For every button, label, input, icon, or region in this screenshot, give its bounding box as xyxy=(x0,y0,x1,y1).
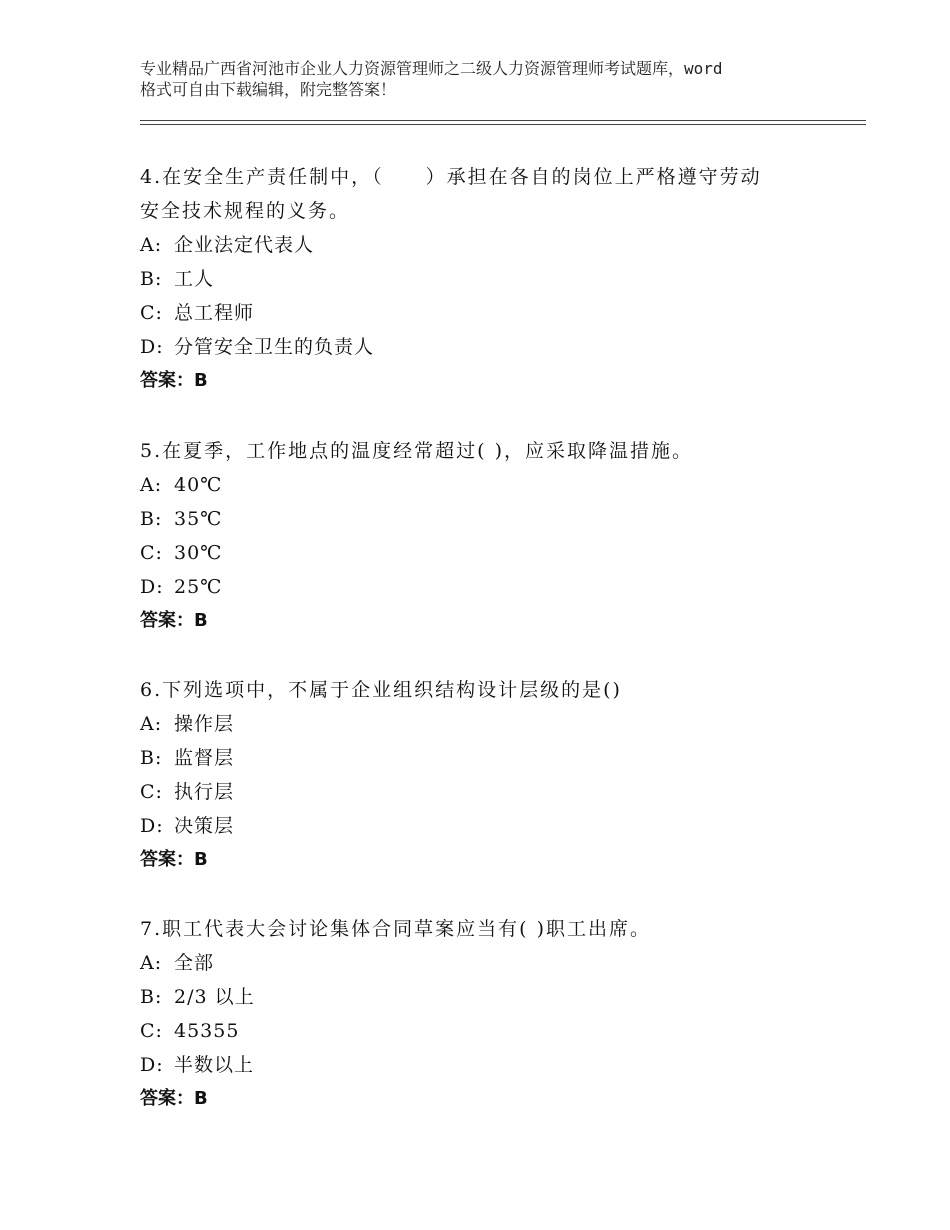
option-text: 监督层 xyxy=(174,747,235,769)
option-text: 2/3 以上 xyxy=(174,986,255,1008)
option-letter: B: xyxy=(140,747,163,769)
option-letter: A: xyxy=(140,234,163,256)
option-a xyxy=(140,468,820,502)
option-b xyxy=(140,980,820,1014)
option-letter: C: xyxy=(140,542,163,564)
option-letter: B: xyxy=(140,986,163,1008)
question-5 xyxy=(140,434,820,638)
answer-label: 答案： xyxy=(140,849,194,870)
question-text: 4.在安全生产责任制中，（ ）承担在各自的岗位上严格遵守劳动 xyxy=(140,166,762,188)
header-line-2: 格式可自由下载编辑，附完整答案！ xyxy=(140,80,397,99)
option-c xyxy=(140,536,820,570)
option-b xyxy=(140,502,820,536)
option-letter: B: xyxy=(140,508,163,530)
answer-label: 答案： xyxy=(140,370,194,391)
document-header xyxy=(140,58,840,100)
header-line-1: 专业精品广西省河池市企业人力资源管理师之二级人力资源管理师考试题库，word xyxy=(140,59,723,78)
option-d xyxy=(140,809,820,843)
header-divider-bottom xyxy=(140,124,866,125)
option-a xyxy=(140,946,820,980)
answer-value: B xyxy=(194,849,208,870)
option-letter: D: xyxy=(140,576,164,598)
option-d xyxy=(140,330,820,364)
option-c xyxy=(140,296,820,330)
option-letter: B: xyxy=(140,268,163,290)
option-text: 企业法定代表人 xyxy=(174,234,315,256)
option-b xyxy=(140,262,820,296)
option-letter: A: xyxy=(140,952,163,974)
answer-line xyxy=(140,364,820,398)
answer-value: B xyxy=(194,1088,208,1109)
option-text: 35℃ xyxy=(174,508,223,530)
option-text: 工人 xyxy=(174,268,215,290)
answer-label: 答案： xyxy=(140,1088,194,1109)
option-text: 30℃ xyxy=(174,542,223,564)
option-a xyxy=(140,707,820,741)
option-text: 45355 xyxy=(174,1020,240,1042)
option-text: 决策层 xyxy=(174,815,235,837)
answer-line xyxy=(140,1082,820,1116)
option-letter: A: xyxy=(140,474,163,496)
option-c xyxy=(140,1014,820,1048)
answer-value: B xyxy=(194,610,208,631)
answer-line xyxy=(140,604,820,638)
option-c xyxy=(140,775,820,809)
option-text: 半数以上 xyxy=(174,1054,255,1076)
option-text: 25℃ xyxy=(174,576,223,598)
option-letter: D: xyxy=(140,336,164,358)
option-text: 分管安全卫生的负责人 xyxy=(174,336,375,358)
question-7 xyxy=(140,912,820,1116)
option-text: 全部 xyxy=(174,952,215,974)
option-letter: D: xyxy=(140,1054,164,1076)
option-letter: C: xyxy=(140,781,163,803)
question-text: 7.职工代表大会讨论集体合同草案应当有( )职工出席。 xyxy=(140,918,651,940)
question-6 xyxy=(140,673,820,877)
option-letter: C: xyxy=(140,302,163,324)
question-text: 6.下列选项中，不属于企业组织结构设计层级的是() xyxy=(140,679,622,701)
option-text: 40℃ xyxy=(174,474,223,496)
option-b xyxy=(140,741,820,775)
answer-line xyxy=(140,843,820,877)
question-text: 安全技术规程的义务。 xyxy=(140,200,351,222)
option-text: 操作层 xyxy=(174,713,235,735)
option-a xyxy=(140,228,820,262)
option-text: 总工程师 xyxy=(174,302,255,324)
option-d xyxy=(140,570,820,604)
option-letter: C: xyxy=(140,1020,163,1042)
option-text: 执行层 xyxy=(174,781,235,803)
header-divider-top xyxy=(140,120,866,121)
question-text: 5.在夏季，工作地点的温度经常超过( )，应采取降温措施。 xyxy=(140,440,693,462)
answer-value: B xyxy=(194,370,208,391)
answer-label: 答案： xyxy=(140,610,194,631)
option-letter: A: xyxy=(140,713,163,735)
option-d xyxy=(140,1048,820,1082)
question-4 xyxy=(140,160,820,398)
option-letter: D: xyxy=(140,815,164,837)
